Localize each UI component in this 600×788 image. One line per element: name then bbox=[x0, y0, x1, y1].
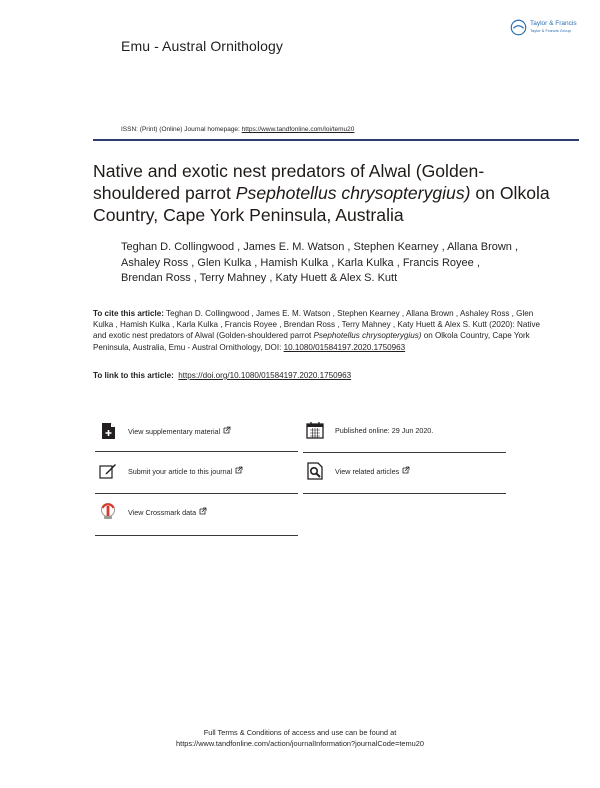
divider bbox=[95, 535, 298, 536]
publisher-logo-icon bbox=[510, 19, 527, 36]
article-title-species: Psephotellus chrysopterygius) bbox=[235, 183, 471, 203]
calendar-icon bbox=[305, 420, 325, 440]
footer-terms-link[interactable]: https://www.tandfonline.com/action/journalInformation?journalCode=temu20 bbox=[176, 739, 424, 748]
published-info bbox=[305, 415, 433, 445]
citation-label: To cite this article: bbox=[93, 309, 164, 318]
submit-label: Submit your article to this journal bbox=[128, 466, 233, 476]
publisher-logo[interactable] bbox=[510, 17, 590, 37]
external-link-icon bbox=[199, 507, 207, 517]
external-link-icon bbox=[402, 466, 410, 476]
related-label: View related articles bbox=[335, 466, 400, 476]
article-title-part1: Native and exotic nest predators of Alwal (Golden-shouldered parrot bbox=[93, 161, 485, 203]
footer-terms-text: Full Terms & Conditions of access and use can be found at bbox=[203, 728, 397, 737]
citation-block bbox=[93, 308, 553, 353]
link-label: To link to this article: bbox=[93, 371, 174, 380]
citation-doi-link[interactable]: 10.1080/01584197.2020.1750963 bbox=[283, 342, 406, 352]
supplementary-label: View supplementary material bbox=[128, 426, 221, 436]
citation-text-part2: on Olkola Country, Cape York Peninsula, Australia, Emu - Austral Ornithology, DOI: bbox=[93, 331, 530, 352]
external-link-icon bbox=[235, 466, 243, 476]
published-date: Published online: 29 Jun 2020. bbox=[335, 425, 434, 435]
citation-text-part1: Teghan D. Collingwood , James E. M. Watson , Stephen Kearney , Allana Brown , Ashaley Ross , Glen Kulka , Hamish Kulka , Karla Kulka , Francis Royee , Brendan Ross , Terry Mahney , Katy Huett & Alex S. Kutt (2020): Native and exotic nest predators of Alwal (Golden-shouldered parrot bbox=[93, 309, 541, 341]
link-to-article bbox=[93, 371, 351, 380]
divider bbox=[303, 452, 506, 453]
journal-homepage-link[interactable]: https://www.tandfonline.com/loi/temu20 bbox=[241, 126, 355, 133]
view-supplementary-button[interactable] bbox=[98, 416, 231, 446]
supplementary-file-icon bbox=[98, 421, 118, 441]
article-doi-url[interactable]: https://doi.org/10.1080/01584197.2020.1750963 bbox=[178, 371, 352, 380]
view-related-button[interactable] bbox=[305, 456, 410, 486]
journal-title: Emu - Austral Ornithology bbox=[121, 38, 284, 54]
submit-article-button[interactable] bbox=[98, 456, 243, 486]
publisher-logo-group: Taylor & Francis Group bbox=[530, 27, 571, 33]
article-title-part2: on Olkola Country, Cape York Peninsula, Australia bbox=[93, 183, 550, 225]
issn-line bbox=[121, 126, 354, 133]
publisher-logo-name: Taylor & Francis bbox=[530, 20, 577, 28]
external-link-icon bbox=[223, 426, 231, 436]
crossmark-icon bbox=[98, 502, 118, 522]
edit-pencil-icon bbox=[98, 461, 118, 481]
related-articles-icon bbox=[305, 461, 325, 481]
divider bbox=[95, 451, 298, 452]
divider bbox=[95, 493, 298, 494]
footer bbox=[0, 727, 600, 749]
author-list: Teghan D. Collingwood , James E. M. Watson , Stephen Kearney , Allana Brown , Ashaley Ross , Glen Kulka , Hamish Kulka , Karla Kulka , Francis Royee , Brendan Ross , Terry Mahney , Katy Huett & Alex S. Kutt bbox=[121, 241, 519, 284]
citation-species: Psephotellus chrysopterygius) bbox=[313, 331, 422, 341]
article-title bbox=[93, 160, 563, 226]
divider bbox=[303, 493, 506, 494]
crossmark-label: View Crossmark data bbox=[128, 507, 197, 517]
header-rule bbox=[93, 139, 579, 141]
view-crossmark-button[interactable] bbox=[98, 497, 207, 527]
issn-text: ISSN: (Print) (Online) Journal homepage: bbox=[121, 126, 242, 133]
